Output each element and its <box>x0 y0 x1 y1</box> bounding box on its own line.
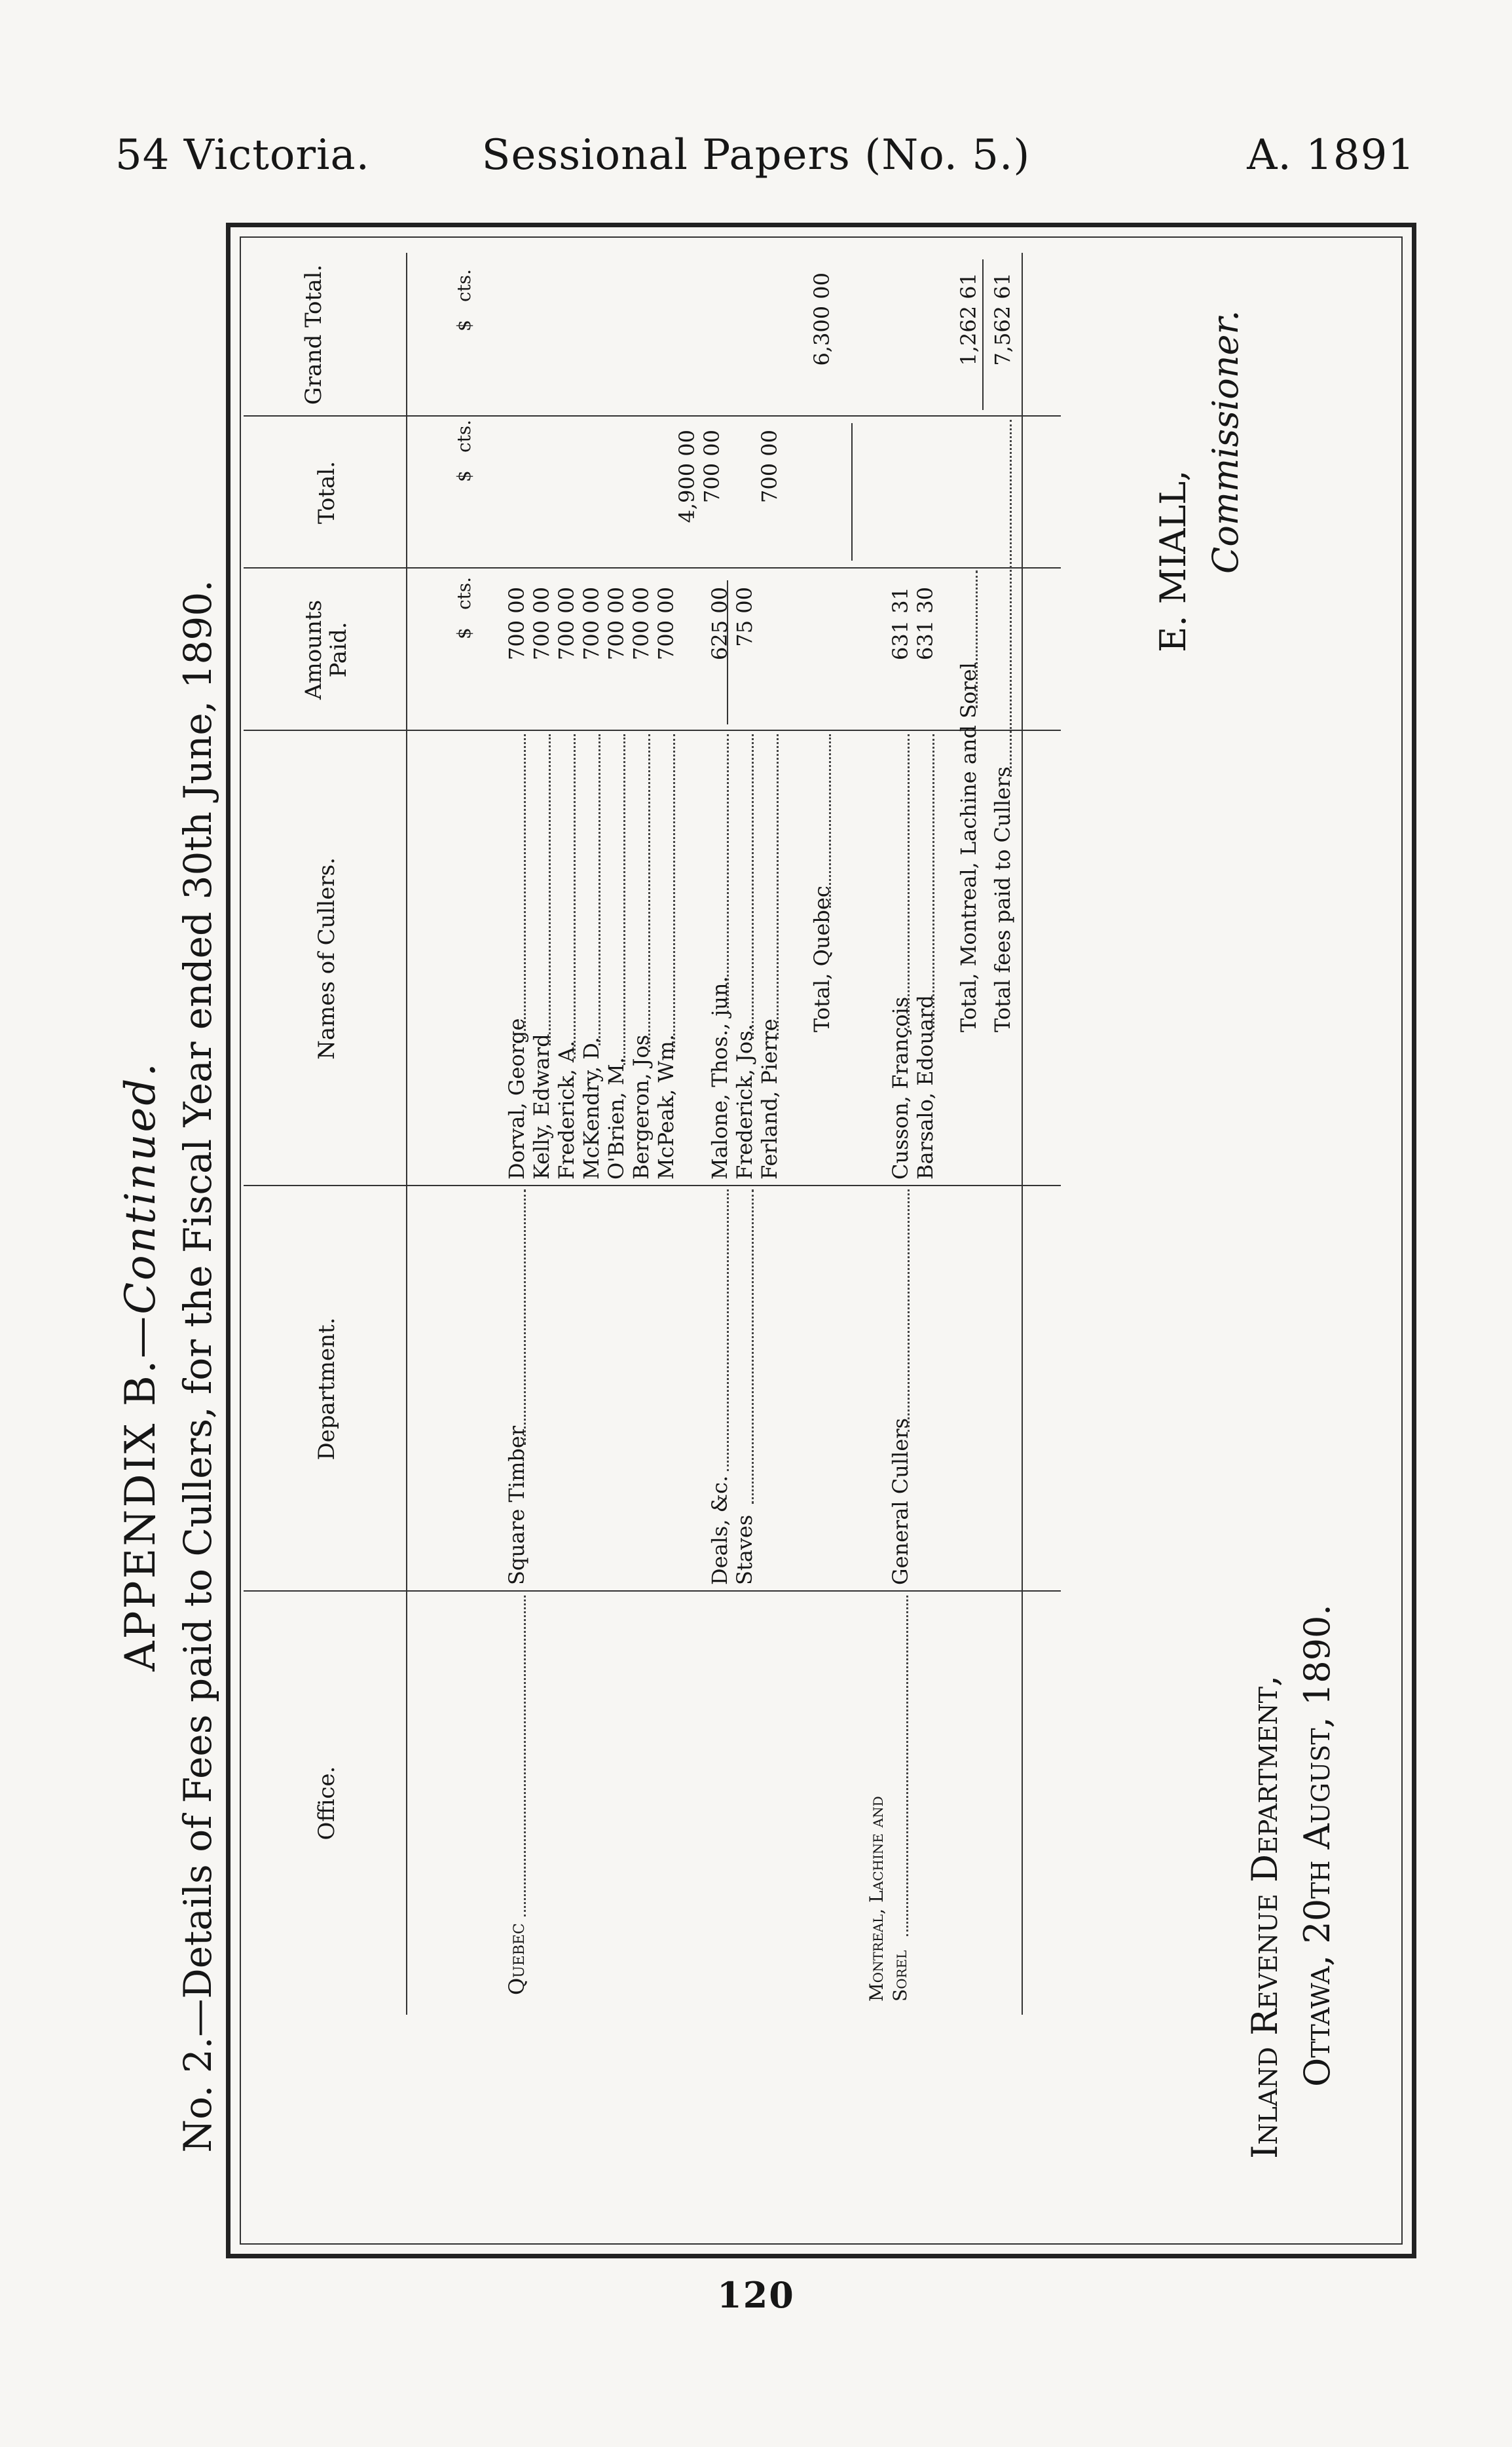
dept-square-timber: Square Timber <box>504 1425 529 1585</box>
culler-name: McKendry, D. <box>579 1037 604 1180</box>
signature-title: Commissioner. <box>1205 310 1246 574</box>
total-fees-label: Total fees paid to Cullers <box>990 766 1015 1032</box>
office-sorel: Sorel <box>889 1950 911 2002</box>
dept-deals: Deals, &c. <box>707 1475 732 1585</box>
amount-cell: 75 00 <box>732 587 757 647</box>
amount-cell: 631 31 <box>888 587 913 660</box>
total-montreal-label: Total, Montreal, Lachine and Sorel <box>956 662 981 1032</box>
amount-cell: 631 30 <box>913 587 938 660</box>
unit-dollars: $ <box>453 470 475 482</box>
total-square-timber: 4,900 00 <box>674 430 699 523</box>
header-papers: Sessional Papers (No. 5.) <box>481 131 1031 179</box>
signature-name: E. MIALL, <box>1152 470 1194 652</box>
culler-name: Dorval, George <box>504 1018 529 1180</box>
dateline-dept: Inland Revenue Department, <box>1244 1675 1285 2159</box>
dateline-place: Ottawa, 20th August, 1890. <box>1297 1604 1338 2087</box>
amount-cell: 700 00 <box>629 587 654 660</box>
col-grand-total: Grand Total. <box>301 264 327 405</box>
page-number: 120 <box>717 2274 795 2316</box>
culler-name: O'Brien, M. <box>604 1057 629 1180</box>
amount-cell: 700 00 <box>554 587 579 660</box>
unit-cents: cts. <box>453 269 475 302</box>
amount-cell: 700 00 <box>504 587 529 660</box>
grand-total-montreal: 1,262 61 <box>956 272 981 366</box>
culler-name: Frederick, A. <box>554 1040 579 1180</box>
culler-name: Kelly, Edward <box>529 1034 554 1180</box>
culler-name: Frederick, Jos. <box>732 1024 757 1180</box>
total-ferland: 700 00 <box>757 430 782 503</box>
culler-name: Cusson, François <box>888 996 913 1180</box>
culler-name: Ferland, Pierre <box>757 1018 782 1180</box>
unit-cents: cts. <box>453 576 475 610</box>
unit-cents: cts. <box>453 419 475 453</box>
table-title: No. 2.—Details of Fees paid to Cullers, for the Fiscal Year ended 30th June, 1890. <box>175 580 220 2153</box>
culler-name: McPeak, Wm. <box>654 1034 678 1180</box>
culler-name: Malone, Thos., jun. <box>707 976 732 1180</box>
unit-dollars: $ <box>453 320 475 331</box>
amount-cell: 700 00 <box>529 587 554 660</box>
grand-total-all: 7,562 61 <box>990 272 1015 366</box>
col-amounts: Amounts Paid. <box>301 599 352 700</box>
col-department: Department. <box>314 1317 340 1461</box>
col-office: Office. <box>314 1766 340 1840</box>
culler-name: Bergeron, Jos <box>629 1034 654 1180</box>
culler-name: Barsalo, Edouard <box>913 995 938 1180</box>
total-quebec-label: Total, Quebec <box>809 886 834 1032</box>
office-quebec: Quebec <box>504 1923 529 1995</box>
amount-cell: 700 00 <box>579 587 604 660</box>
col-total: Total. <box>314 460 340 525</box>
office-montreal: Montreal, Lachine and <box>866 1796 887 2002</box>
appendix-title: APPENDIX B.—Continued. <box>117 1061 165 1672</box>
dept-staves: Staves <box>732 1514 757 1585</box>
amount-cell: 700 00 <box>604 587 629 660</box>
amount-cell: 625 00 <box>707 587 732 660</box>
grand-total-quebec: 6,300 00 <box>809 272 834 366</box>
unit-dollars: $ <box>453 627 475 639</box>
total-deals: 700 00 <box>699 430 724 503</box>
header-session: 54 Victoria. <box>115 131 370 179</box>
amount-cell: 700 00 <box>654 587 678 660</box>
col-names: Names of Cullers. <box>314 857 340 1060</box>
header-year: A. 1891 <box>1247 131 1415 179</box>
dept-general-cullers: General Cullers <box>888 1417 913 1585</box>
